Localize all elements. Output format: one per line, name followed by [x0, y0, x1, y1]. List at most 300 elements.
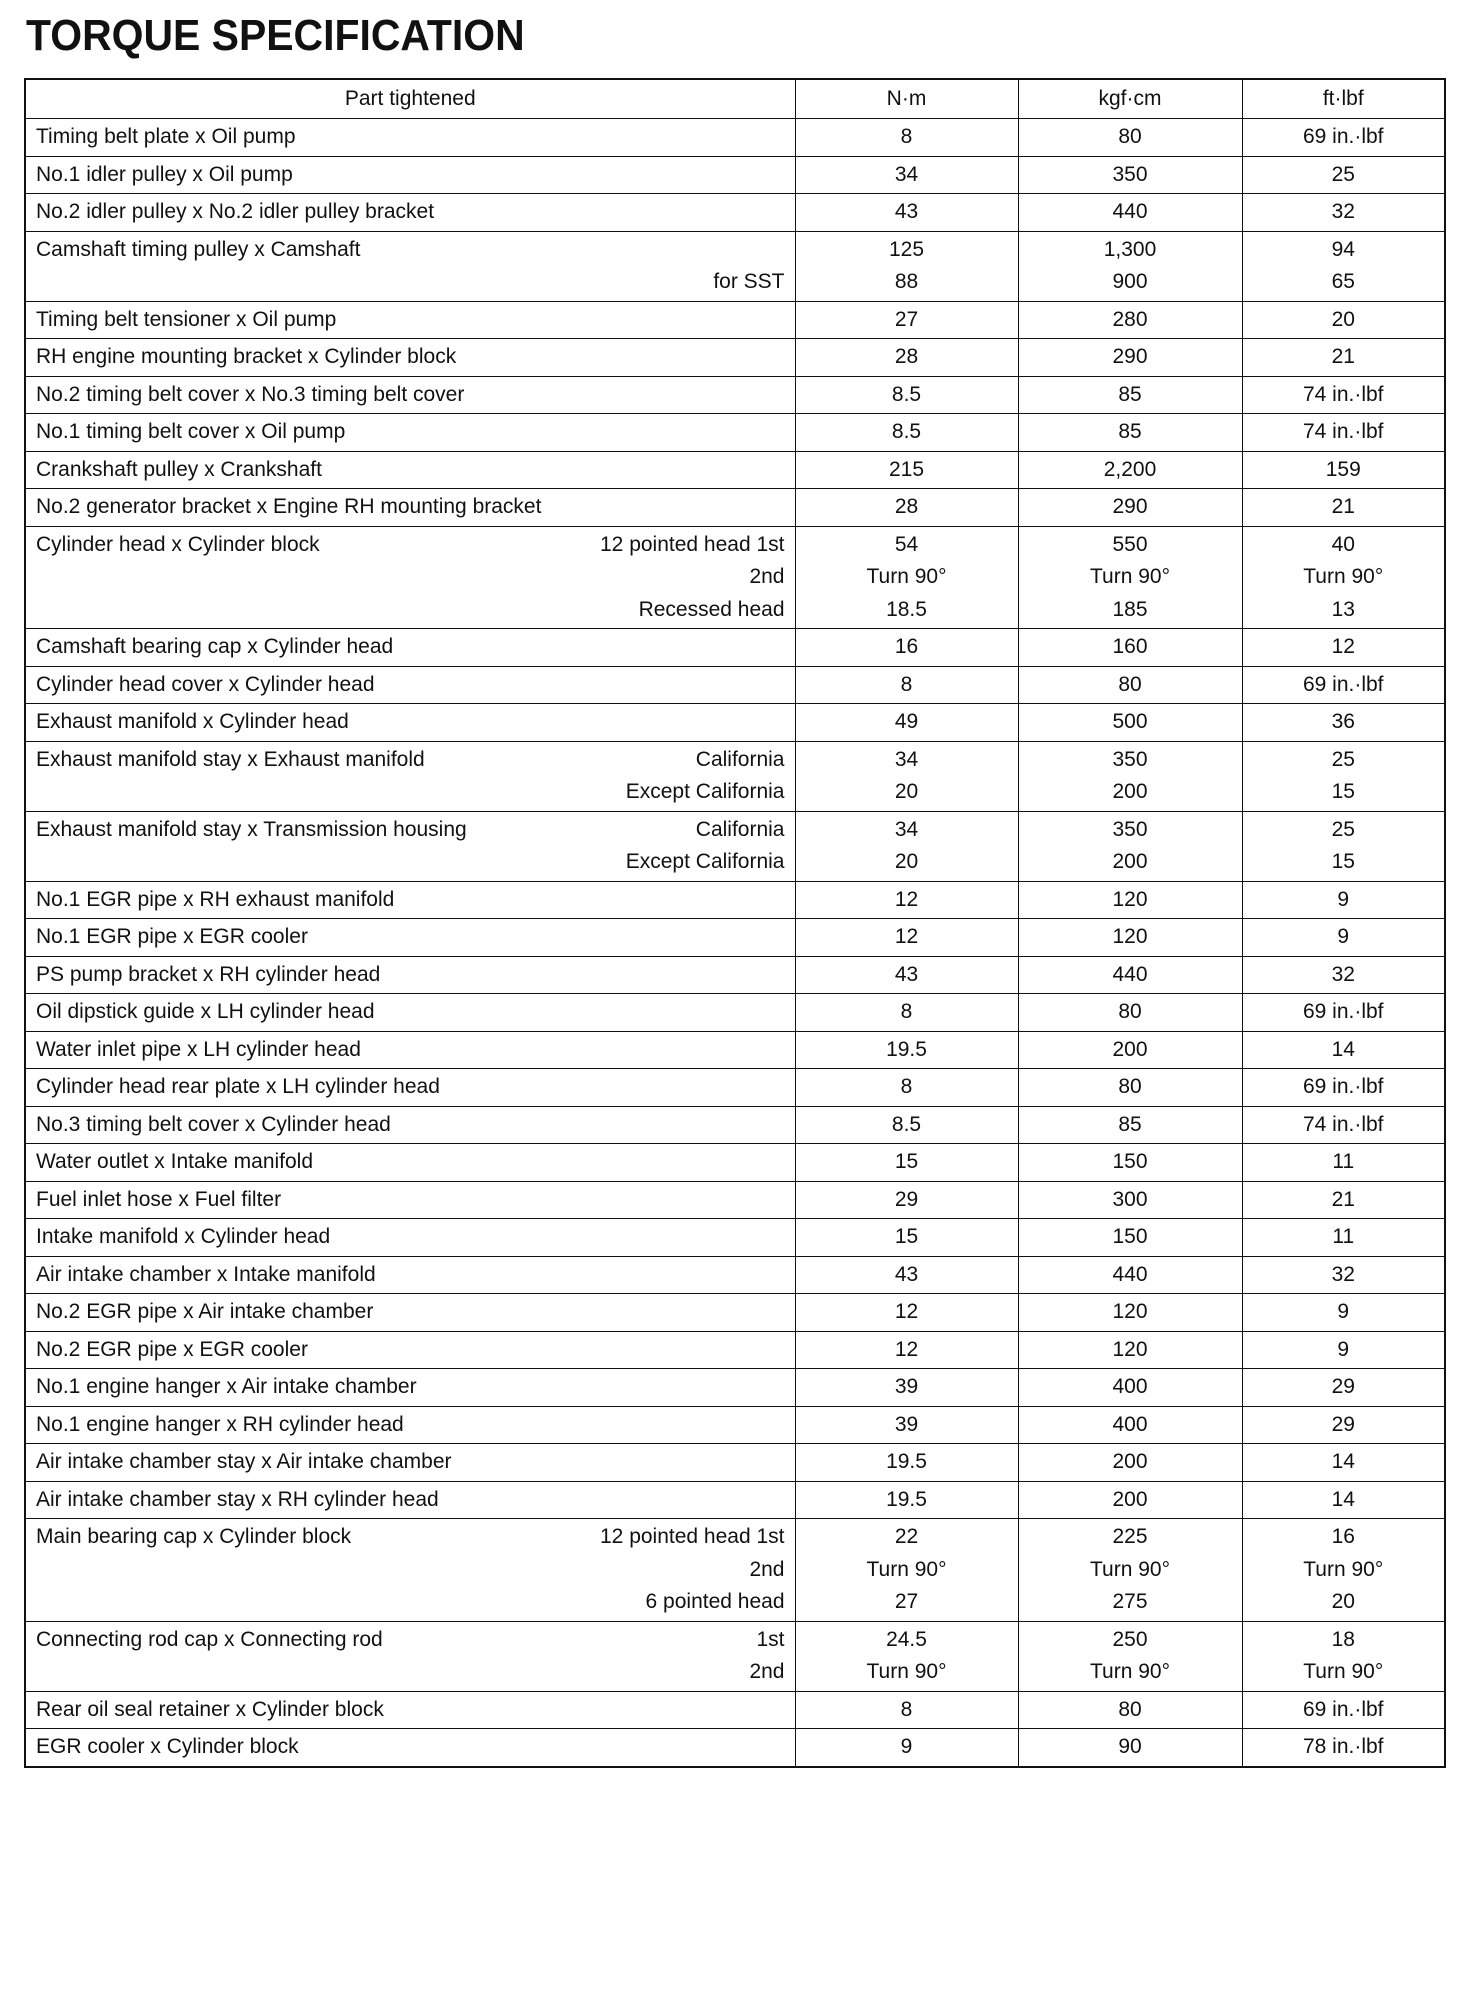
- kgf-cm-value: 400: [1112, 1375, 1148, 1398]
- kgf-cm-value-cell: [1018, 119, 1242, 157]
- ft-lbf-value-cell: [1242, 629, 1445, 667]
- condition-label: 12 pointed head 1st: [600, 532, 785, 556]
- part-cell: [25, 1691, 795, 1729]
- nm-value: 12: [894, 1300, 919, 1323]
- nm-value-cell: [795, 1144, 1018, 1182]
- nm-value-cell: [795, 1181, 1018, 1219]
- kgf-cm-value: 85: [1118, 1112, 1142, 1136]
- part-cell: [25, 451, 795, 489]
- part-line: [36, 1034, 785, 1067]
- table-row: [25, 1691, 1445, 1729]
- part-line: [36, 921, 785, 954]
- part-line: [36, 776, 785, 809]
- kgf-cm-value: 280: [1112, 307, 1148, 331]
- ft-lbf-value: 32: [1331, 200, 1355, 223]
- kgf-cm-value: 160: [1112, 635, 1148, 658]
- table-row: [25, 1519, 1445, 1622]
- part-name: Cylinder head x Cylinder block: [36, 532, 320, 556]
- nm-value-cell: [795, 194, 1018, 232]
- kgf-cm-value: 440: [1112, 1262, 1148, 1286]
- part-line: [36, 1371, 785, 1404]
- kgf-cm-value: 440: [1112, 962, 1148, 986]
- nm-value: 27: [894, 1590, 919, 1613]
- part-line: [36, 159, 785, 192]
- nm-value-cell: [795, 1106, 1018, 1144]
- part-line: [36, 266, 785, 299]
- kgf-cm-value: 200: [1112, 850, 1148, 873]
- part-line: [36, 304, 785, 337]
- ft-lbf-value-cell: [1242, 1181, 1445, 1219]
- ft-lbf-value-cell: [1242, 1219, 1445, 1257]
- kgf-cm-value-cell: [1018, 1219, 1242, 1257]
- nm-value-cell: [795, 1621, 1018, 1691]
- part-line: [36, 1694, 785, 1727]
- part-line: [36, 594, 785, 627]
- part-name: Camshaft bearing cap x Cylinder head: [36, 635, 394, 658]
- kgf-cm-value: 85: [1118, 420, 1142, 443]
- ft-lbf-value: 78 in.·lbf: [1302, 1735, 1384, 1758]
- nm-value: Turn 90°: [866, 565, 947, 588]
- part-line: [36, 669, 785, 702]
- header-nm: N·m: [795, 79, 1018, 119]
- part-name: Fuel inlet hose x Fuel filter: [36, 1187, 282, 1211]
- nm-value-cell: [795, 1331, 1018, 1369]
- nm-value-cell: [795, 156, 1018, 194]
- kgf-cm-value: 80: [1118, 125, 1142, 148]
- nm-value-cell: [795, 1729, 1018, 1767]
- table-row: [25, 194, 1445, 232]
- part-line: [36, 1334, 785, 1367]
- part-name: Cylinder head cover x Cylinder head: [36, 672, 375, 696]
- table-row: [25, 339, 1445, 377]
- nm-value-cell: [795, 451, 1018, 489]
- kgf-cm-value: 550: [1112, 532, 1148, 556]
- kgf-cm-value-cell: [1018, 1444, 1242, 1482]
- nm-value: 16: [894, 635, 919, 658]
- table-row: [25, 376, 1445, 414]
- kgf-cm-value: 500: [1112, 710, 1148, 733]
- part-name: Air intake chamber stay x RH cylinder head: [36, 1487, 439, 1511]
- kgf-cm-value-cell: [1018, 919, 1242, 957]
- nm-value: 34: [894, 747, 919, 771]
- part-line: [36, 1071, 785, 1104]
- part-cell: [25, 1256, 795, 1294]
- ft-lbf-value: 65: [1331, 270, 1355, 293]
- ft-lbf-value: 21: [1331, 345, 1355, 368]
- condition-label: 2nd: [749, 1557, 785, 1581]
- kgf-cm-value-cell: [1018, 1729, 1242, 1767]
- part-cell: [25, 1481, 795, 1519]
- part-cell: [25, 881, 795, 919]
- kgf-cm-value: 80: [1118, 1075, 1142, 1098]
- table-row: [25, 919, 1445, 957]
- part-cell: [25, 376, 795, 414]
- kgf-cm-value-cell: [1018, 1256, 1242, 1294]
- nm-value-cell: [795, 231, 1018, 301]
- kgf-cm-value: 350: [1112, 747, 1148, 771]
- kgf-cm-value-cell: [1018, 376, 1242, 414]
- ft-lbf-value: 69 in.·lbf: [1302, 1075, 1384, 1098]
- table-row: [25, 1729, 1445, 1767]
- ft-lbf-value: 40: [1331, 532, 1355, 556]
- kgf-cm-value-cell: [1018, 156, 1242, 194]
- nm-value-cell: [795, 1294, 1018, 1332]
- part-line: [36, 1221, 785, 1254]
- nm-value-cell: [795, 1369, 1018, 1407]
- ft-lbf-value-cell: [1242, 1294, 1445, 1332]
- nm-value-cell: [795, 301, 1018, 339]
- part-name: No.1 engine hanger x RH cylinder head: [36, 1412, 404, 1436]
- nm-value: 54: [894, 532, 919, 556]
- ft-lbf-value: 9: [1337, 925, 1350, 948]
- kgf-cm-value-cell: [1018, 1181, 1242, 1219]
- part-line: [36, 1624, 785, 1657]
- nm-value: 8: [900, 1000, 913, 1023]
- kgf-cm-value-cell: [1018, 704, 1242, 742]
- part-line: [36, 1484, 785, 1517]
- kgf-cm-value: 120: [1112, 1300, 1148, 1323]
- kgf-cm-value-cell: [1018, 666, 1242, 704]
- table-row: [25, 231, 1445, 301]
- ft-lbf-value: 25: [1331, 162, 1355, 186]
- part-cell: [25, 339, 795, 377]
- ft-lbf-value: 29: [1331, 1375, 1355, 1398]
- part-line: [36, 1146, 785, 1179]
- table-row: [25, 704, 1445, 742]
- ft-lbf-value: 69 in.·lbf: [1302, 672, 1384, 696]
- kgf-cm-value-cell: [1018, 811, 1242, 881]
- kgf-cm-value-cell: [1018, 301, 1242, 339]
- ft-lbf-value: 21: [1331, 495, 1355, 518]
- ft-lbf-value: 69 in.·lbf: [1302, 125, 1384, 148]
- part-line: [36, 1731, 785, 1764]
- table-row: [25, 1331, 1445, 1369]
- kgf-cm-value: 440: [1112, 200, 1148, 223]
- part-cell: [25, 1031, 795, 1069]
- ft-lbf-value: 9: [1337, 887, 1350, 911]
- nm-value: 39: [894, 1412, 919, 1436]
- part-line: [36, 1259, 785, 1292]
- part-line: [36, 631, 785, 664]
- ft-lbf-value: 20: [1331, 1590, 1355, 1613]
- part-cell: [25, 526, 795, 629]
- nm-value: 34: [894, 817, 919, 841]
- ft-lbf-value: 32: [1331, 962, 1355, 986]
- part-name: No.1 idler pulley x Oil pump: [36, 162, 293, 186]
- ft-lbf-value-cell: [1242, 1691, 1445, 1729]
- part-line: [36, 1409, 785, 1442]
- part-name: PS pump bracket x RH cylinder head: [36, 962, 381, 986]
- part-line: [36, 1446, 785, 1479]
- nm-value-cell: [795, 489, 1018, 527]
- ft-lbf-value-cell: [1242, 1106, 1445, 1144]
- condition-label: Except California: [625, 850, 785, 873]
- table-row: [25, 119, 1445, 157]
- nm-value: 125: [888, 237, 925, 261]
- condition-label: Recessed head: [638, 597, 785, 621]
- part-name: No.2 idler pulley x No.2 idler pulley bracket: [36, 200, 435, 223]
- table-row: [25, 451, 1445, 489]
- ft-lbf-value-cell: [1242, 1406, 1445, 1444]
- part-name: Connecting rod cap x Connecting rod: [36, 1627, 383, 1651]
- nm-value-cell: [795, 956, 1018, 994]
- ft-lbf-value-cell: [1242, 956, 1445, 994]
- nm-value: 27: [894, 307, 919, 331]
- nm-value-cell: [795, 1031, 1018, 1069]
- kgf-cm-value: 200: [1112, 1037, 1148, 1061]
- condition-label: 2nd: [749, 565, 785, 588]
- nm-value: 8: [900, 1075, 913, 1098]
- part-line: [36, 706, 785, 739]
- part-name: EGR cooler x Cylinder block: [36, 1735, 299, 1758]
- header-part-tightened: Part tightened: [25, 79, 795, 119]
- kgf-cm-value: Turn 90°: [1090, 1660, 1170, 1683]
- part-cell: [25, 414, 795, 452]
- ft-lbf-value-cell: [1242, 1519, 1445, 1622]
- table-row: [25, 414, 1445, 452]
- kgf-cm-value-cell: [1018, 881, 1242, 919]
- ft-lbf-value: 69 in.·lbf: [1302, 1000, 1384, 1023]
- kgf-cm-value-cell: [1018, 1481, 1242, 1519]
- nm-value-cell: [795, 629, 1018, 667]
- nm-value: 28: [894, 345, 919, 368]
- ft-lbf-value: 20: [1331, 307, 1355, 331]
- ft-lbf-value-cell: [1242, 339, 1445, 377]
- part-cell: [25, 119, 795, 157]
- ft-lbf-value: 25: [1331, 817, 1355, 841]
- nm-value-cell: [795, 704, 1018, 742]
- nm-value: 43: [894, 962, 919, 986]
- table-header-row: [25, 79, 1445, 119]
- nm-value: 15: [894, 1150, 919, 1173]
- part-line: [36, 1554, 785, 1587]
- ft-lbf-value-cell: [1242, 526, 1445, 629]
- ft-lbf-value-cell: [1242, 1481, 1445, 1519]
- table-row: [25, 1369, 1445, 1407]
- nm-value: 20: [894, 850, 919, 873]
- kgf-cm-value: 200: [1112, 1487, 1148, 1511]
- part-cell: [25, 994, 795, 1032]
- table-row: [25, 1294, 1445, 1332]
- condition-label: California: [695, 747, 785, 771]
- kgf-cm-value: 2,200: [1103, 457, 1157, 481]
- nm-value: 18.5: [886, 597, 927, 621]
- kgf-cm-value: 225: [1112, 1525, 1148, 1548]
- ft-lbf-value: 14: [1331, 1487, 1355, 1511]
- nm-value: 12: [894, 1337, 919, 1361]
- part-line: [36, 416, 785, 449]
- ft-lbf-value: 74 in.·lbf: [1302, 382, 1384, 406]
- ft-lbf-value-cell: [1242, 231, 1445, 301]
- part-name: Crankshaft pulley x Crankshaft: [36, 457, 322, 481]
- part-cell: [25, 231, 795, 301]
- kgf-cm-value: 200: [1112, 1450, 1148, 1473]
- ft-lbf-value: 9: [1337, 1337, 1350, 1361]
- nm-value-cell: [795, 1481, 1018, 1519]
- kgf-cm-value: 1,300: [1103, 237, 1157, 261]
- kgf-cm-value: 185: [1112, 597, 1148, 621]
- condition-label: 1st: [756, 1627, 785, 1651]
- ft-lbf-value: Turn 90°: [1303, 565, 1384, 588]
- part-cell: [25, 811, 795, 881]
- page-title: TORQUE SPECIFICATION: [26, 11, 525, 60]
- part-name: Air intake chamber stay x Air intake chamber: [36, 1450, 452, 1473]
- ft-lbf-value-cell: [1242, 1069, 1445, 1107]
- ft-lbf-value-cell: [1242, 451, 1445, 489]
- part-name: No.3 timing belt cover x Cylinder head: [36, 1112, 391, 1136]
- condition-label: California: [695, 817, 785, 841]
- nm-value-cell: [795, 1519, 1018, 1622]
- kgf-cm-value-cell: [1018, 489, 1242, 527]
- kgf-cm-value: 250: [1112, 1627, 1148, 1651]
- kgf-cm-value: 85: [1118, 382, 1142, 406]
- nm-value-cell: [795, 811, 1018, 881]
- nm-value: 9: [900, 1735, 913, 1758]
- part-cell: [25, 156, 795, 194]
- nm-value: 20: [894, 780, 919, 803]
- part-line: [36, 744, 785, 777]
- part-cell: [25, 956, 795, 994]
- ft-lbf-value: 9: [1337, 1300, 1350, 1323]
- part-name: No.1 timing belt cover x Oil pump: [36, 420, 346, 443]
- nm-value-cell: [795, 1069, 1018, 1107]
- ft-lbf-value: 16: [1331, 1525, 1355, 1548]
- part-name: No.2 EGR pipe x EGR cooler: [36, 1337, 308, 1361]
- ft-lbf-value-cell: [1242, 704, 1445, 742]
- kgf-cm-value-cell: [1018, 526, 1242, 629]
- nm-value: 39: [894, 1375, 919, 1398]
- ft-lbf-value-cell: [1242, 919, 1445, 957]
- ft-lbf-value-cell: [1242, 376, 1445, 414]
- ft-lbf-value: 11: [1332, 1225, 1355, 1248]
- kgf-cm-value: 80: [1118, 672, 1142, 696]
- nm-value: 8.5: [891, 420, 922, 443]
- part-cell: [25, 301, 795, 339]
- part-cell: [25, 194, 795, 232]
- table-row: [25, 1106, 1445, 1144]
- part-line: [36, 996, 785, 1029]
- table-row: [25, 526, 1445, 629]
- kgf-cm-value: 80: [1118, 1000, 1142, 1023]
- nm-value-cell: [795, 919, 1018, 957]
- nm-value-cell: [795, 666, 1018, 704]
- part-name: Rear oil seal retainer x Cylinder block: [36, 1697, 384, 1721]
- part-line: [36, 1656, 785, 1689]
- ft-lbf-value: 15: [1331, 850, 1355, 873]
- part-cell: [25, 629, 795, 667]
- part-cell: [25, 1444, 795, 1482]
- nm-value: 49: [894, 710, 919, 733]
- part-name: Timing belt tensioner x Oil pump: [36, 307, 337, 331]
- kgf-cm-value: 900: [1112, 270, 1148, 293]
- ft-lbf-value-cell: [1242, 1729, 1445, 1767]
- table-row: [25, 1406, 1445, 1444]
- ft-lbf-value: Turn 90°: [1303, 1660, 1384, 1683]
- nm-value: 43: [894, 1262, 919, 1286]
- part-cell: [25, 1519, 795, 1622]
- part-name: No.2 EGR pipe x Air intake chamber: [36, 1300, 374, 1323]
- nm-value: 12: [894, 925, 919, 948]
- table-row: [25, 1031, 1445, 1069]
- ft-lbf-value: 94: [1331, 237, 1355, 261]
- ft-lbf-value-cell: [1242, 194, 1445, 232]
- kgf-cm-value-cell: [1018, 1519, 1242, 1622]
- kgf-cm-value-cell: [1018, 1406, 1242, 1444]
- table-row: [25, 629, 1445, 667]
- part-cell: [25, 1106, 795, 1144]
- nm-value: 88: [894, 270, 919, 293]
- kgf-cm-value-cell: [1018, 414, 1242, 452]
- part-cell: [25, 489, 795, 527]
- part-cell: [25, 1219, 795, 1257]
- ft-lbf-value-cell: [1242, 1444, 1445, 1482]
- nm-value: 8.5: [891, 1112, 922, 1136]
- kgf-cm-value: 150: [1112, 1225, 1148, 1248]
- kgf-cm-value-cell: [1018, 1069, 1242, 1107]
- table-row: [25, 1219, 1445, 1257]
- condition-label: Except California: [625, 780, 785, 803]
- kgf-cm-value: 350: [1112, 162, 1148, 186]
- part-cell: [25, 1181, 795, 1219]
- part-cell: [25, 1069, 795, 1107]
- ft-lbf-value-cell: [1242, 1331, 1445, 1369]
- header-kgf-cm: kgf·cm: [1018, 79, 1242, 119]
- nm-value-cell: [795, 1691, 1018, 1729]
- ft-lbf-value: 18: [1331, 1627, 1355, 1651]
- table-row: [25, 301, 1445, 339]
- part-name: No.1 EGR pipe x RH exhaust manifold: [36, 887, 395, 911]
- ft-lbf-value-cell: [1242, 1256, 1445, 1294]
- nm-value: 8: [900, 672, 913, 696]
- part-line: [36, 1586, 785, 1619]
- condition-label: 12 pointed head 1st: [600, 1525, 785, 1548]
- nm-value-cell: [795, 119, 1018, 157]
- nm-value: 43: [894, 200, 919, 223]
- nm-value: 24.5: [886, 1627, 927, 1651]
- part-name: Oil dipstick guide x LH cylinder head: [36, 1000, 375, 1023]
- kgf-cm-value: 120: [1112, 887, 1148, 911]
- kgf-cm-value-cell: [1018, 994, 1242, 1032]
- table-row: [25, 1069, 1445, 1107]
- kgf-cm-value: 120: [1112, 1337, 1148, 1361]
- nm-value: 29: [894, 1187, 919, 1211]
- table-row: [25, 666, 1445, 704]
- nm-value-cell: [795, 414, 1018, 452]
- kgf-cm-value: Turn 90°: [1090, 565, 1170, 588]
- kgf-cm-value: 350: [1112, 817, 1148, 841]
- ft-lbf-value-cell: [1242, 811, 1445, 881]
- ft-lbf-value-cell: [1242, 1031, 1445, 1069]
- part-line: [36, 884, 785, 917]
- nm-value: 215: [888, 457, 925, 481]
- ft-lbf-value: 14: [1331, 1450, 1355, 1473]
- part-line: [36, 491, 785, 524]
- table-row: [25, 489, 1445, 527]
- ft-lbf-value: 21: [1331, 1187, 1355, 1211]
- table-row: [25, 1621, 1445, 1691]
- kgf-cm-value: Turn 90°: [1090, 1557, 1170, 1581]
- kgf-cm-value: 90: [1118, 1735, 1142, 1758]
- part-cell: [25, 1729, 795, 1767]
- nm-value: 8.5: [891, 382, 922, 406]
- part-name: Exhaust manifold x Cylinder head: [36, 710, 349, 733]
- condition-label: for SST: [713, 270, 785, 293]
- ft-lbf-value-cell: [1242, 994, 1445, 1032]
- part-line: [36, 196, 785, 229]
- nm-value: 8: [900, 1697, 913, 1721]
- part-line: [36, 234, 785, 267]
- ft-lbf-value: 159: [1325, 457, 1361, 481]
